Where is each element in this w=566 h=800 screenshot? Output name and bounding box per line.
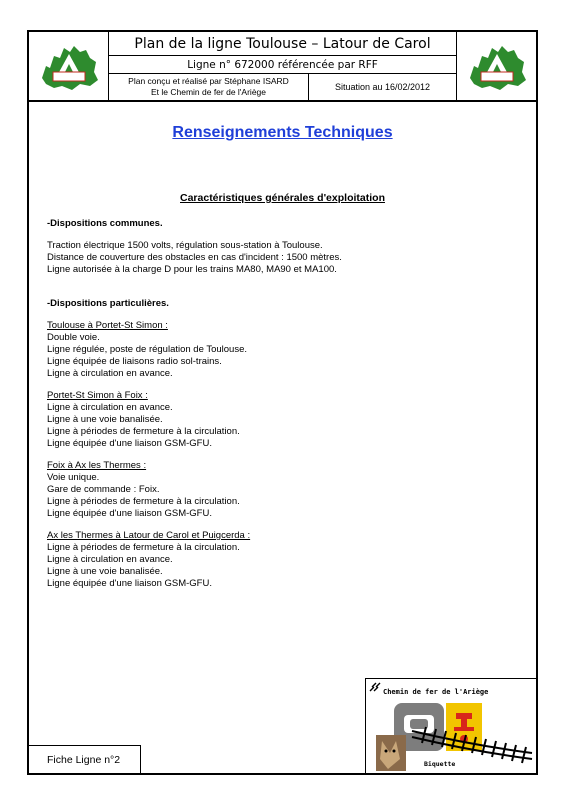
segment-title: Ax les Thermes à Latour de Carol et Puigcerda :: [47, 530, 251, 541]
segment-line: Ligne à une voie banalisée.: [47, 414, 163, 425]
situation-date: Situation au 16/02/2012: [334, 82, 431, 92]
header-center: [109, 32, 456, 100]
document-header: [29, 32, 536, 102]
segment-line: Ligne équipée d'une liaison GSM-GFU.: [47, 578, 212, 589]
communes-line: Traction électrique 1500 volts, régulation sous-station à Toulouse.: [47, 240, 323, 251]
page-heading: Renseignements Techniques: [172, 124, 393, 141]
document-frame: [27, 30, 538, 775]
credits: [109, 74, 309, 100]
section-heading: Caractéristiques générales d'exploitation: [180, 192, 385, 204]
particulieres-title: -Dispositions particulières.: [47, 298, 169, 309]
ariege-logo-left: [29, 32, 109, 100]
segment-line: Ligne à circulation en avance.: [47, 402, 173, 413]
segment-title: Foix à Ax les Thermes :: [47, 460, 147, 471]
line-reference: Ligne n° 672000 référencée par RFF: [109, 56, 456, 74]
fiche-ligne: Fiche Ligne n°2: [29, 745, 141, 773]
credits-line-2: Et le Chemin de fer de l'Ariège: [150, 87, 266, 97]
segment-title: Toulouse à Portet-St Simon :: [47, 320, 168, 331]
segment-line: Ligne à périodes de fermeture à la circulation.: [47, 496, 240, 507]
train-icon: [370, 683, 380, 691]
segment-line: Ligne équipée de liaisons radio sol-trains.: [47, 356, 222, 367]
segment-line: Ligne à circulation en avance.: [47, 368, 173, 379]
segment-line: Ligne à circulation en avance.: [47, 554, 173, 565]
segment-line: Ligne à périodes de fermeture à la circulation.: [47, 426, 240, 437]
segment-line: Ligne à périodes de fermeture à la circulation.: [47, 542, 240, 553]
segment-line: Ligne à une voie banalisée.: [47, 566, 163, 577]
communes-line: Ligne autorisée à la charge D pour les trains MA80, MA90 et MA100.: [47, 264, 337, 275]
credits-line-1: Plan conçu et réalisé par Stéphane ISARD: [128, 76, 289, 86]
communes-title: -Dispositions communes.: [47, 218, 163, 229]
communes-line: Distance de couverture des obstacles en cas d'incident : 1500 mètres.: [47, 252, 342, 263]
segment-title: Portet-St Simon à Foix :: [47, 390, 148, 401]
ariege-map-icon: [36, 38, 102, 94]
content: [47, 218, 517, 590]
segment-line: Gare de commande : Foix.: [47, 484, 160, 495]
segment-line: Ligne régulée, poste de régulation de Toulouse.: [47, 344, 248, 355]
chemin-de-fer-emblem: [365, 678, 536, 773]
ariege-logo-right: [456, 32, 536, 100]
emblem-caption: Biquette: [424, 760, 456, 768]
ariege-map-icon: [464, 38, 530, 94]
emblem-title: Chemin de fer de l'Ariège: [383, 688, 489, 696]
segment-line: Ligne équipée d'une liaison GSM-GFU.: [47, 438, 212, 449]
segment-line: Voie unique.: [47, 472, 100, 483]
document-title: Plan de la ligne Toulouse – Latour de Carol: [109, 32, 456, 56]
segment-line: Ligne équipée d'une liaison GSM-GFU.: [47, 508, 212, 519]
segment-line: Double voie.: [47, 332, 100, 343]
